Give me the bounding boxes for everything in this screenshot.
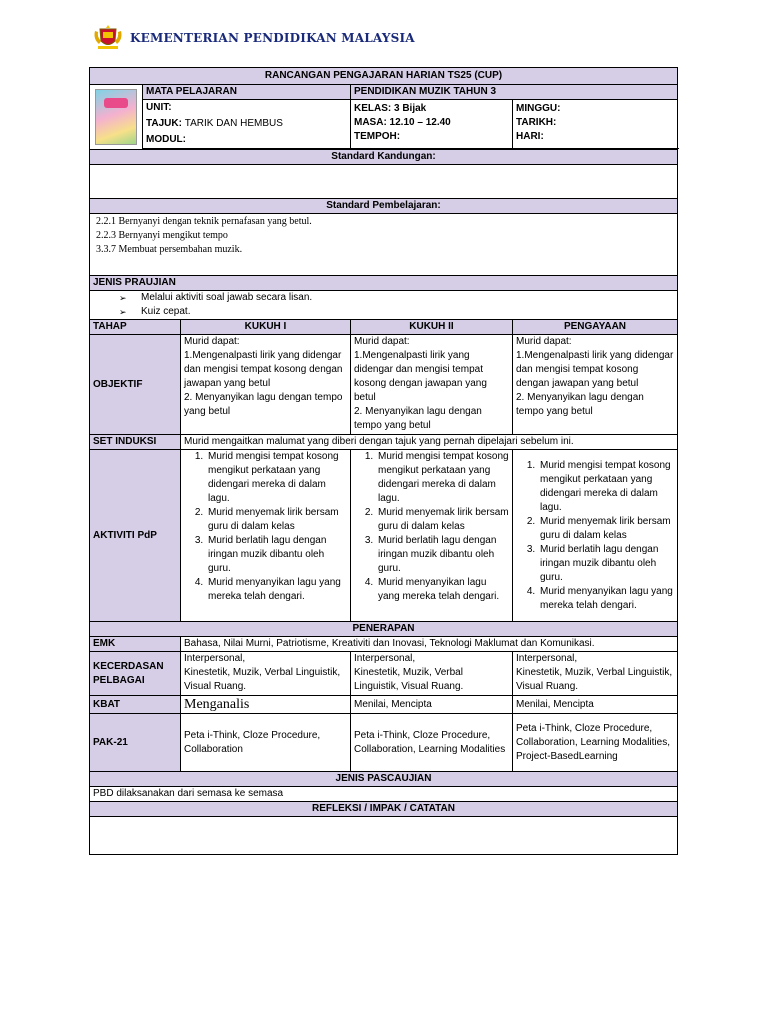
objektif-kukuh-2: Murid dapat: 1.Mengenalpasti lirik yang didengar dan mengisi tempat kosong dengan jawapan yang betul 2. Menyanyikan lagu dengan tempo yang betul: [351, 335, 513, 435]
textbook-cover-image: [90, 85, 143, 150]
refleksi-label: REFLEKSI / IMPAK / CATATAN: [90, 802, 678, 817]
kbat-pengayaan: Menilai, Mencipta: [513, 696, 678, 714]
praujian-item: ➢ Kuiz cepat.: [119, 305, 674, 319]
praujian-label: JENIS PRAUJIAN: [90, 276, 678, 291]
col-kukuh-1: KUKUH I: [181, 320, 351, 335]
aktiviti-label: AKTIVITI PdP: [90, 450, 181, 622]
emk-value: Bahasa, Nilai Murni, Patriotisme, Kreativiti dan Inovasi, Teknologi Maklumat dan Komunikasi.: [181, 637, 678, 652]
objektif-kukuh-1: Murid dapat: 1.Mengenalpasti lirik yang didengar dan mengisi tempat kosong dengan jawapan yang betul 2. Menyanyikan lagu dengan tempo yang betul: [181, 335, 351, 435]
pascaujian-label: JENIS PASCAUJIAN: [90, 772, 678, 787]
page-header: [92, 24, 415, 52]
ministry-name: KEMENTERIAN PENDIDIKAN MALAYSIA: [130, 31, 415, 45]
penerapan-label: PENERAPAN: [90, 622, 678, 637]
hari-field: HARI:: [516, 131, 544, 142]
sp-item: 3.3.7 Membuat persembahan muzik.: [96, 244, 243, 255]
kelas-field: KELAS: 3 Bijak: [354, 103, 427, 114]
objektif-pengayaan: Murid dapat: 1.Mengenalpasti lirik yang didengar dan mengisi tempat kosong dengan jawapan yang betul 2. Menyanyikan lagu dengan tempo yang betul: [513, 335, 678, 435]
aktiviti-kukuh-1: 1. Murid mengisi tempat kosong mengikut perkataan yang didengari mereka di dalam lagu. 2. Murid menyemak lirik bersam guru di dalam kelas 3. Murid berlatih lagu dengan iringan muzik dibantu oleh guru. 4. Murid menyanyikan lagu yang mereka telah dengari.: [181, 450, 351, 622]
pascaujian-value: PBD dilaksanakan dari semasa ke semasa: [90, 787, 678, 802]
subject-value: PENDIDIKAN MUZIK TAHUN 3: [351, 85, 678, 100]
kecerdasan-kukuh-2: Interpersonal, Kinestetik, Muzik, Verbal Linguistik, Visual Ruang.: [351, 652, 513, 696]
masa-field: MASA: 12.10 – 12.40: [354, 117, 451, 128]
kecerdasan-pengayaan: Interpersonal, Kinestetik, Muzik, Verbal Linguistik, Visual Ruang.: [513, 652, 678, 696]
tajuk-value: TARIK DAN HEMBUS: [184, 118, 283, 129]
objektif-label: OBJEKTIF: [90, 335, 181, 435]
tempoh-field: TEMPOH:: [354, 131, 401, 142]
lesson-plan-table: [89, 67, 678, 855]
kbat-kukuh-1: Menganalis: [181, 696, 351, 714]
aktiviti-kukuh-2: 1. Murid mengisi tempat kosong mengikut perkataan yang didengari mereka di dalam lagu. 2. Murid menyemak lirik bersam guru di dalam kelas 3. Murid berlatih lagu dengan iringan muzik dibantu oleh guru. 4. Murid menyanyikan lagu yang mereka telah dengari.: [351, 450, 513, 622]
col-kukuh-2: KUKUH II: [351, 320, 513, 335]
set-induksi-label: SET INDUKSI: [90, 435, 181, 450]
standard-kandungan-label: Standard Kandungan:: [90, 150, 678, 165]
unit-label: UNIT:: [146, 102, 172, 113]
kecerdasan-kukuh-1: Interpersonal, Kinestetik, Muzik, Verbal Linguistik, Visual Ruang.: [181, 652, 351, 696]
minggu-field: MINGGU:: [516, 103, 561, 114]
kecerdasan-label: KECERDASAN PELBAGAI: [90, 652, 181, 696]
col-pengayaan: PENGAYAAN: [513, 320, 678, 335]
standard-pembelajaran-label: Standard Pembelajaran:: [90, 199, 678, 214]
pak21-kukuh-1: Peta i-Think, Cloze Procedure, Collaboration: [181, 714, 351, 772]
subject-label: MATA PELAJARAN: [143, 85, 351, 100]
praujian-list: [90, 291, 678, 320]
set-induksi-value: Murid mengaitkan malumat yang diberi dengan tajuk yang pernah dipelajari sebelum ini.: [181, 435, 678, 450]
pak21-label: PAK-21: [90, 714, 181, 772]
kbat-kukuh-2: Menilai, Mencipta: [351, 696, 513, 714]
kbat-label: KBAT: [90, 696, 181, 714]
col-tahap: TAHAP: [90, 320, 181, 335]
pak21-pengayaan: Peta i-Think, Cloze Procedure, Collaboration, Learning Modalities, Project-BasedLearning: [513, 714, 678, 772]
standard-pembelajaran-list: [90, 214, 678, 276]
tajuk-label: TAJUK:: [146, 118, 182, 129]
praujian-item: ➢ Melalui aktiviti soal jawab secara lisan.: [119, 291, 674, 305]
modul-label: MODUL:: [146, 134, 186, 145]
aktiviti-pengayaan: 1. Murid mengisi tempat kosong mengikut perkataan yang didengari mereka di dalam lagu. 2. Murid menyemak lirik bersam guru di dalam kelas 3. Murid berlatih lagu dengan iringan muzik dibantu oleh guru. 4. Murid menyanyikan lagu yang mereka telah dengari.: [513, 450, 678, 622]
sp-item: 2.2.3 Bernyanyi mengikut tempo: [96, 230, 228, 241]
refleksi-value: [90, 817, 678, 855]
tarikh-field: TARIKH:: [516, 117, 557, 128]
sp-item: 2.2.1 Bernyanyi dengan teknik pernafasan yang betul.: [96, 216, 312, 227]
plan-title: RANCANGAN PENGAJARAN HARIAN TS25 (CUP): [90, 68, 678, 85]
emk-label: EMK: [90, 637, 181, 652]
pak21-kukuh-2: Peta i-Think, Cloze Procedure, Collaboration, Learning Modalities: [351, 714, 513, 772]
malaysia-crest-icon: [92, 24, 124, 52]
standard-kandungan-value: [90, 165, 678, 199]
